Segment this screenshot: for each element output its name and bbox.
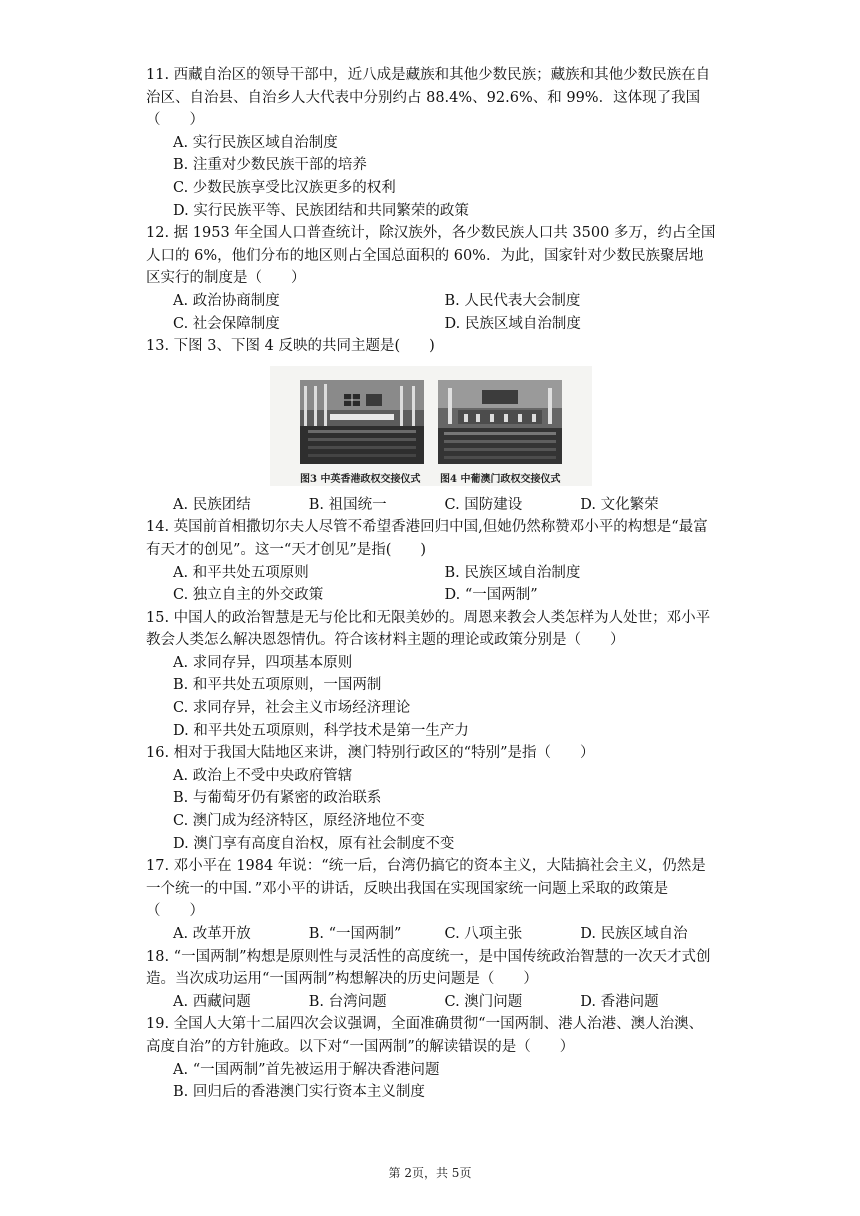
- question-12-option-d: D. 民族区域自治制度: [444, 315, 581, 332]
- question-14-option-a: A. 和平共处五项原则: [173, 564, 309, 581]
- question-14-option-d: D. “一国两制”: [444, 587, 538, 604]
- figure-4-caption: 图4 中葡澳门政权交接仪式: [440, 473, 561, 485]
- question-15-option-a: A. 求同存异，四项基本原则: [173, 654, 353, 671]
- question-14-stem: 14. 英国前首相撒切尔夫人尽管不希望香港回归中国,但她仍然称赞邓小平的构想是“最富有天才的创见”。这一“天才创见”是指( ): [146, 519, 708, 558]
- question-17-option-c: C. 八项主张: [444, 926, 523, 942]
- question-15-option-b: B. 和平共处五项原则，一国两制: [173, 677, 382, 694]
- question-11-option-d: D. 实行民族平等、民族团结和共同繁荣的政策: [173, 202, 469, 219]
- macau-handover-photo: [438, 380, 562, 464]
- question-12-option-b: B. 人民代表大会制度: [444, 292, 581, 309]
- question-12-options-row-1: [146, 290, 716, 313]
- question-19-option-a: A. “一国两制”首先被运用于解决香港问题: [173, 1061, 440, 1078]
- question-14-option-b: B. 民族区域自治制度: [444, 564, 581, 581]
- question-13-options-row: [146, 494, 716, 517]
- question-13-stem: 13. 下图 3、下图 4 反映的共同主题是( ): [146, 338, 435, 355]
- question-15-option-c: C. 求同存异，社会主义市场经济理论: [173, 700, 411, 717]
- question-12-option-c: C. 社会保障制度: [173, 315, 280, 332]
- question-19-option-b: B. 回归后的香港澳门实行资本主义制度: [173, 1084, 425, 1101]
- question-16-stem: 16. 相对于我国大陆地区来讲，澳门特别行政区的“特别”是指（ ）: [146, 745, 595, 762]
- question-list: [146, 64, 716, 1104]
- question-12-option-a: A. 政治协商制度: [173, 292, 280, 309]
- question-18-option-b: B. 台湾问题: [308, 993, 387, 1010]
- question-16-option-d: D. 澳门享有高度自治权，原有社会制度不变: [173, 835, 455, 852]
- question-19-stem: 19. 全国人大第十二届四次会议强调，全面准确贯彻“一国两制、港人治港、澳人治澳、高度自治”的方针施政。以下对“一国两制”的解读错误的是（ ）: [146, 1016, 704, 1055]
- question-17-options-row: [146, 923, 716, 946]
- question-11-option-c: C. 少数民族享受比汉族更多的权利: [173, 179, 396, 196]
- question-17-option-d: D. 民族区域自治: [580, 926, 688, 942]
- question-11-option-b: B. 注重对少数民族干部的培养: [173, 157, 367, 174]
- question-13-option-c: C. 国防建设: [444, 496, 523, 513]
- hong-kong-handover-photo: [300, 380, 424, 464]
- figure-3-caption: 图3 中英香港政权交接仪式: [300, 473, 421, 485]
- question-11-option-a: A. 实行民族区域自治制度: [173, 134, 338, 151]
- question-16-option-a: A. 政治上不受中央政府管辖: [173, 767, 353, 784]
- question-13-option-b: B. 祖国统一: [308, 496, 387, 513]
- question-12-stem: 12. 据 1953 年全国人口普查统计，除汉族外，各少数民族人口共 3500 多万，约占全国人口的 6%，他们分布的地区则占全国总面积的 60%．为此，国家针对少数民族聚居地区实行的制度是（ ）: [146, 225, 716, 287]
- page-footer: 第 2页，共 5页: [388, 1166, 472, 1180]
- question-14-option-c: C. 独立自主的外交政策: [173, 587, 324, 604]
- question-14-options-row-1: [146, 562, 716, 585]
- question-18-option-a: A. 西藏问题: [173, 993, 251, 1010]
- question-18-option-c: C. 澳门问题: [444, 993, 523, 1010]
- question-13-option-d: D. 文化繁荣: [580, 496, 659, 513]
- question-17-option-a: A. 改革开放: [173, 926, 251, 942]
- question-13-option-a: A. 民族团结: [173, 496, 251, 513]
- question-15-stem: 15. 中国人的政治智慧是无与伦比和无限美妙的。周恩来教会人类怎样为人处世；邓小平教会人类怎么解决恩怨情仇。符合该材料主题的理论或政策分别是（ ）: [146, 609, 711, 649]
- question-15-option-d: D. 和平共处五项原则，科学技术是第一生产力: [173, 722, 469, 739]
- question-11-stem: 11. 西藏自治区的领导干部中，近八成是藏族和其他少数民族；藏族和其他少数民族在自治区、自治县、自治乡人大代表中分别约占 88.4%、92.6%、和 99%．这体现了我国（ ）: [146, 67, 711, 129]
- question-16-option-b: B. 与葡萄牙仍有紧密的政治联系: [173, 790, 382, 807]
- question-12-options-row-2: [146, 313, 716, 336]
- ceremony-photos-figure: [270, 366, 592, 486]
- question-18-stem: 18. “一国两制”构想是原则性与灵活性的高度统一，是中国传统政治智慧的一次天才式创造。当次成功运用“一国两制”构想解决的历史问题是（ ）: [146, 948, 711, 988]
- question-18-options-row: [146, 991, 716, 1014]
- question-16-option-c: C. 澳门成为经济特区，原经济地位不变: [173, 813, 425, 830]
- question-14-options-row-2: [146, 584, 716, 607]
- question-17-option-b: B. “一国两制”: [308, 926, 402, 942]
- question-17-stem: 17. 邓小平在 1984 年说：“统一后，台湾仍搞它的资本主义，大陆搞社会主义，仍然是一个统一的中国．”邓小平的讲话，反映出我国在实现国家统一问题上采取的政策是（ ）: [146, 858, 706, 920]
- question-18-option-d: D. 香港问题: [580, 993, 659, 1010]
